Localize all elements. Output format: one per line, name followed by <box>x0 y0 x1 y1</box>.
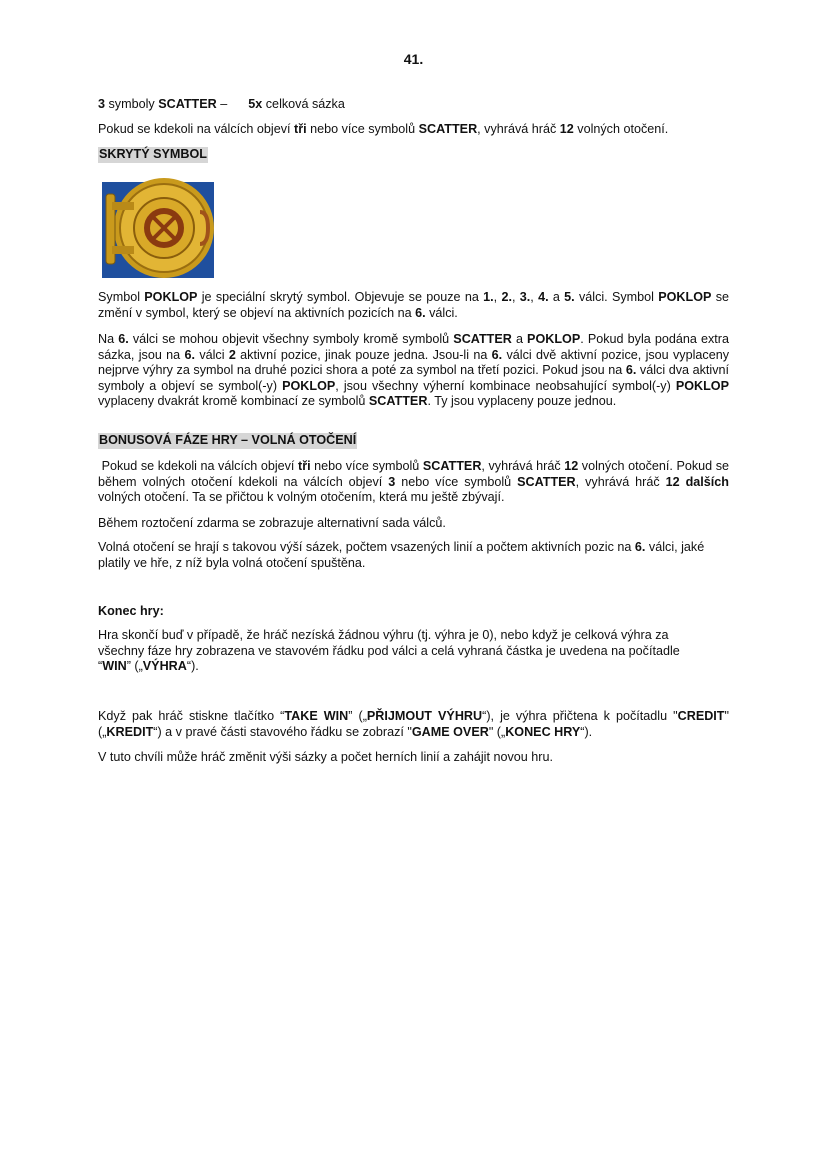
text: “), je výhra přičtena k počítadlu " <box>482 709 678 723</box>
bonus-paragraph-3 <box>98 540 729 571</box>
text: , <box>530 290 539 304</box>
bold-text: 2 <box>228 347 236 362</box>
text: , <box>493 290 502 304</box>
bold-text: SCATTER <box>418 122 478 136</box>
text: ” („ <box>126 659 143 674</box>
text: celková sázka <box>262 97 345 111</box>
bold-text: TAKE WIN <box>284 709 349 723</box>
hidden-symbol-paragraph-2 <box>98 332 733 410</box>
bold-text: SCATTER <box>368 394 428 409</box>
text: válci. <box>425 305 458 320</box>
bold-text: tři <box>298 459 311 473</box>
text: , jsou všechny výherní kombinace neobsahující symbol(-y) <box>335 378 676 393</box>
text: V tuto chvíli může hráč změnit výši sázky a počet herních linií a zahájit novou hru. <box>98 750 553 764</box>
bold-text: 1. <box>483 290 494 304</box>
bold-text: WIN <box>102 659 127 674</box>
bold-text: 6. <box>184 347 195 362</box>
bold-text: 4. <box>538 290 549 304</box>
end-title <box>98 604 729 620</box>
text: válci. Symbol <box>574 290 659 304</box>
text: volných otočení. <box>573 122 669 136</box>
bold-text: VÝHRA <box>142 659 187 674</box>
text: volných otočení. Ta se přičtou k volným otočením, která mu ještě zbývají. <box>98 474 733 505</box>
bold-text: 2. <box>501 290 512 304</box>
bold-text: 6. <box>625 363 637 378</box>
bold-text: 5x <box>248 97 263 111</box>
text: Hra skončí buď v případě, že hráč nezíská žádnou výhru (tj. výhra je 0), nebo když je celková výhra za všechny fáze hry zobrazena ve stavovém řádku pod válci a celá vyhraná částka je uvedena na počítadle “ <box>98 628 684 674</box>
text: . Pokud byla podána extra sázka, jsou na <box>98 332 733 362</box>
bold-text: tři <box>294 122 307 136</box>
text: a <box>548 290 565 304</box>
page-number: 41. <box>403 51 424 67</box>
text: nebo více symbolů <box>306 122 419 136</box>
bonus-paragraph-1 <box>98 459 733 506</box>
heading-bonus-wrap <box>98 433 729 449</box>
heading-bonus: BONUSOVÁ FÁZE HRY – VOLNÁ OTOČENÍ <box>99 433 357 447</box>
scatter-payout-line <box>98 97 729 113</box>
bold-text: KONEC HRY <box>505 724 581 739</box>
text: se změní v symbol, který se objeví na aktivních pozicích na <box>98 290 733 320</box>
text: vyplaceny dvakrát kromě kombinací ze symbolů <box>98 378 733 409</box>
end-paragraph-1 <box>98 628 710 675</box>
bold-text: POKLOP <box>527 332 581 346</box>
text: “) a v pravé části stavového řádku se zobrazí " <box>153 724 412 739</box>
text: – <box>216 97 249 111</box>
bold-text: POKLOP <box>675 378 729 393</box>
bold-text: POKLOP <box>282 378 336 393</box>
heading-hidden-symbol-wrap <box>98 147 729 163</box>
bold-text: CREDIT <box>677 709 725 723</box>
hidden-symbol-paragraph-1 <box>98 290 733 321</box>
text: válci dva aktivní symboly a objeví se symbol(-y) <box>98 363 733 393</box>
bold-text: 5. <box>564 290 575 304</box>
bold-text: PŘIJMOUT VÝHRU <box>366 709 483 723</box>
text: Symbol <box>98 290 145 304</box>
text: . Ty jsou vyplaceny pouze jednou. <box>427 394 617 409</box>
text: “). <box>580 724 593 739</box>
text: " („ <box>98 709 733 739</box>
bold-text: SCATTER <box>422 459 482 473</box>
text: válci se mohou objevit všechny symboly kromě symbolů <box>128 332 454 346</box>
bold-text: KREDIT <box>106 724 154 739</box>
text: symboly <box>105 97 159 111</box>
bold-text: 12 <box>564 459 579 473</box>
bold-text: 12 <box>559 122 574 136</box>
text: , vyhrává hráč <box>477 122 560 136</box>
text: “). <box>186 659 199 674</box>
text: aktivní pozice, jinak pouze jedna. Jsou-li na <box>235 347 492 362</box>
bold-text: 6. <box>118 332 129 346</box>
text: ” („ <box>348 709 367 723</box>
bold-text: 3. <box>519 290 531 304</box>
text: Pokud se kdekoli na válcích objeví <box>98 459 298 473</box>
text: nebo více symbolů <box>395 474 518 489</box>
text: Volná otočení se hrají s takovou výší sázek, počtem vsazených linií a počtem aktivních pozic na <box>98 540 635 554</box>
text: válci <box>195 347 229 362</box>
vault-door-image <box>100 176 216 279</box>
text: volných otočení. Pokud se během volných otočení kdekoli na válcích objeví <box>98 459 733 489</box>
bold-text: 6. <box>634 540 646 554</box>
text: je speciální skrytý symbol. Objevuje se pouze na <box>197 290 484 304</box>
bold-text: 6. <box>491 347 503 362</box>
bold-text: 12 dalších <box>665 474 730 489</box>
bold-text: GAME OVER <box>411 724 489 739</box>
bold-text: 3 <box>98 97 106 111</box>
text: , vyhrává hráč <box>575 474 666 489</box>
text: válci, jaké platily ve hře, z níž byla volná otočení spuštěna. <box>98 540 708 570</box>
end-paragraph-2 <box>98 709 733 740</box>
bold-text: 3 <box>388 474 396 489</box>
text: Během roztočení zdarma se zobrazuje alternativní sada válců. <box>98 516 446 530</box>
bold-text: SCATTER <box>453 332 512 346</box>
bold-text: Konec hry: <box>98 604 164 618</box>
bold-text: SCATTER <box>158 97 217 111</box>
text: Pokud se kdekoli na válcích objeví <box>98 122 295 136</box>
heading-hidden-symbol: SKRYTÝ SYMBOL <box>99 147 207 161</box>
text: Na <box>98 332 119 346</box>
scatter-info <box>98 122 738 138</box>
bold-text: 6. <box>415 305 426 320</box>
bold-text: POKLOP <box>144 290 198 304</box>
text: nebo více symbolů <box>310 459 423 473</box>
text: Když pak hráč stiskne tlačítko “ <box>98 709 285 723</box>
text: " („ <box>488 724 506 739</box>
bold-text: POKLOP <box>658 290 712 304</box>
text: válci dvě aktivní pozice, jsou vyplaceny nejprve výhry za symbol na druhé pozici shora a poté za symbol na třetí pozici. Pokud jsou na <box>98 347 733 378</box>
text: , vyhrává hráč <box>481 459 565 473</box>
text: a <box>511 332 528 346</box>
bold-text: SCATTER <box>517 474 576 489</box>
end-paragraph-3 <box>98 750 729 766</box>
text: , <box>511 290 520 304</box>
bonus-paragraph-2 <box>98 516 729 532</box>
